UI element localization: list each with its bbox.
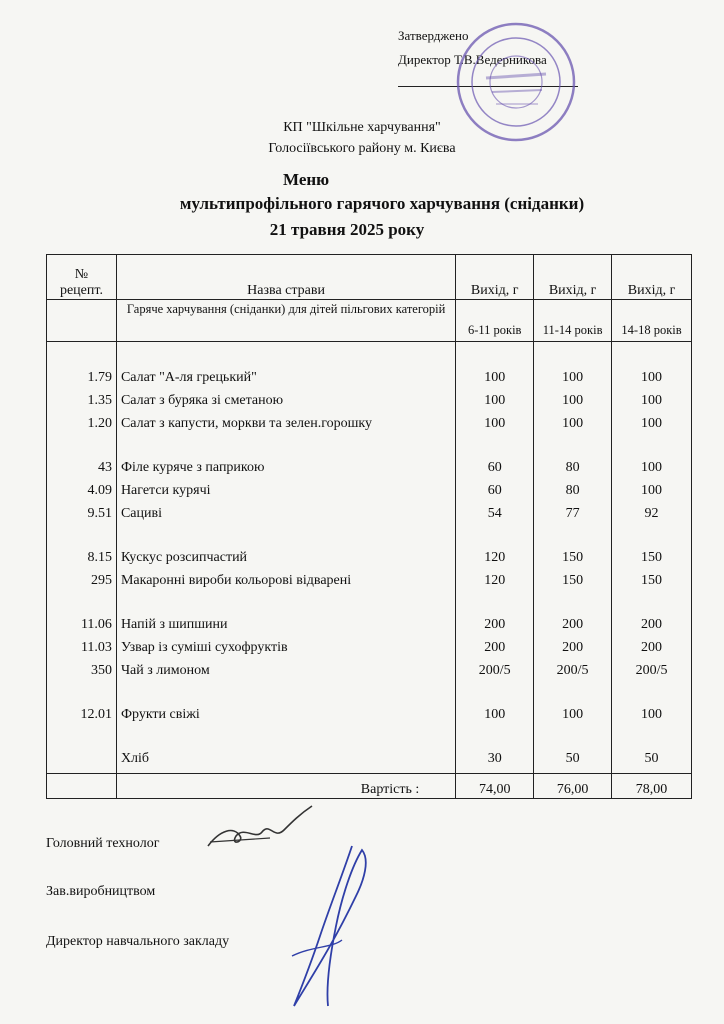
spacer-cell [534,522,612,543]
total-row [47,774,692,799]
table-row [47,386,692,409]
spacer-cell [456,589,534,610]
output-11-14: 50 [534,744,612,767]
output-14-18: 100 [612,363,692,386]
spacer-cell [612,342,692,364]
dish-name: Макаронні вироби кольорові відварені [116,566,455,589]
spacer-cell [456,679,534,700]
output-6-11: 200/5 [456,656,534,679]
spacer-cell [534,589,612,610]
dish-name: Нагетси курячі [116,476,455,499]
output-14-18: 200/5 [612,656,692,679]
output-14-18: 100 [612,453,692,476]
spacer-cell [47,679,117,700]
recipe-number: 43 [47,453,117,476]
dish-name: Філе куряче з паприкою [116,453,455,476]
output-11-14: 80 [534,476,612,499]
output-11-14: 200 [534,633,612,656]
spacer-cell [47,589,117,610]
output-14-18: 100 [612,476,692,499]
table-row [47,633,692,656]
output-6-11: 100 [456,386,534,409]
spacer-cell [612,432,692,453]
recipe-number: 4.09 [47,476,117,499]
output-6-11: 120 [456,566,534,589]
spacer-cell [456,342,534,364]
header-output-3: Вихід, г [612,255,692,300]
spacer-cell [456,522,534,543]
output-6-11: 200 [456,610,534,633]
dish-name: Напій з шипшини [116,610,455,633]
spacer-cell [456,723,534,744]
recipe-number: 12.01 [47,700,117,723]
spacer-row [47,342,692,364]
table-subheader-row [47,300,692,342]
subheader-empty [47,300,117,342]
table-row [47,744,692,767]
table-row [47,409,692,432]
recipe-number: 1.79 [47,363,117,386]
output-14-18: 50 [612,744,692,767]
spacer-cell [612,522,692,543]
output-11-14: 150 [534,543,612,566]
dish-name: Хліб [116,744,455,767]
recipe-number: 8.15 [47,543,117,566]
spacer-cell [116,342,455,364]
spacer-cell [116,679,455,700]
table-row [47,700,692,723]
spacer-cell [534,342,612,364]
spacer-row [47,723,692,744]
table-row [47,656,692,679]
dish-name: Фрукти свіжі [116,700,455,723]
table-row [47,453,692,476]
output-11-14: 100 [534,363,612,386]
output-6-11: 120 [456,543,534,566]
spacer-cell [47,432,117,453]
menu-table [46,254,692,799]
spacer-cell [612,589,692,610]
output-6-11: 100 [456,700,534,723]
output-6-11: 54 [456,499,534,522]
table-row [47,610,692,633]
total-empty [47,774,117,799]
output-14-18: 100 [612,409,692,432]
total-label: Вартість : [116,774,455,799]
age-group-2: 11-14 років [534,300,612,342]
recipe-number [47,744,117,767]
spacer-cell [47,723,117,744]
table-row [47,499,692,522]
menu-subtitle: мультипрофільного гарячого харчування (сніданки) [179,194,585,213]
spacer-cell [456,432,534,453]
chief-technologist-label: Головний технолог [46,836,160,851]
header-output-2: Вихід, г [534,255,612,300]
dish-name: Узвар із суміші сухофруктів [116,633,455,656]
dish-name: Кускус розсипчастий [116,543,455,566]
dish-name: Салат з буряка зі сметаною [116,386,455,409]
output-11-14: 100 [534,700,612,723]
dish-name: Салат "А-ля грецький" [116,363,455,386]
output-6-11: 60 [456,453,534,476]
spacer-cell [116,522,455,543]
table-row [47,543,692,566]
output-11-14: 150 [534,566,612,589]
age-group-3: 14-18 років [612,300,692,342]
spacer-cell [116,589,455,610]
spacer-row [47,679,692,700]
spacer-cell [534,432,612,453]
approval-director: Директор Т.В.Ведерникова [398,52,547,67]
header-recipe: № рецепт. [47,255,117,300]
table-row [47,476,692,499]
age-group-1: 6-11 років [456,300,534,342]
recipe-number: 1.20 [47,409,117,432]
approval-label: Затверджено [398,28,469,43]
spacer-cell [47,522,117,543]
output-14-18: 200 [612,610,692,633]
org-district: Голосіївського району м. Києва [268,141,456,156]
org-name: КП "Шкільне харчування" [283,120,441,135]
total-11-14: 76,00 [534,774,612,799]
spacer-cell [116,432,455,453]
spacer-row [47,589,692,610]
spacer-cell [612,679,692,700]
output-6-11: 200 [456,633,534,656]
total-6-11: 74,00 [456,774,534,799]
recipe-number: 350 [47,656,117,679]
spacer-cell [534,679,612,700]
spacer-cell [534,723,612,744]
section-title: Гаряче харчування (сніданки) для дітей пільгових категорій [116,300,455,342]
output-11-14: 100 [534,386,612,409]
recipe-number: 11.03 [47,633,117,656]
output-14-18: 150 [612,566,692,589]
output-11-14: 200 [534,610,612,633]
dish-name: Сациві [116,499,455,522]
recipe-number: 295 [47,566,117,589]
output-14-18: 100 [612,700,692,723]
output-6-11: 60 [456,476,534,499]
output-14-18: 150 [612,543,692,566]
table-row [47,566,692,589]
menu-title: Меню [283,170,330,189]
table-header-row [47,255,692,300]
spacer-cell [612,723,692,744]
school-director-label: Директор навчального закладу [46,934,230,949]
output-11-14: 100 [534,409,612,432]
total-14-18: 78,00 [612,774,692,799]
output-14-18: 92 [612,499,692,522]
output-14-18: 100 [612,386,692,409]
output-6-11: 100 [456,409,534,432]
spacer-row [47,432,692,453]
production-manager-label: Зав.виробництвом [46,884,156,899]
spacer-cell [116,723,455,744]
dish-name: Салат з капусти, моркви та зелен.горошку [116,409,455,432]
menu-date: 21 травня 2025 року [269,220,425,239]
recipe-number: 1.35 [47,386,117,409]
spacer-row [47,522,692,543]
spacer-cell [47,342,117,364]
output-11-14: 80 [534,453,612,476]
table-row [47,363,692,386]
header-dish-name: Назва страви [116,255,455,300]
output-14-18: 200 [612,633,692,656]
director-signature-icon [272,836,382,1016]
output-6-11: 100 [456,363,534,386]
output-6-11: 30 [456,744,534,767]
output-11-14: 200/5 [534,656,612,679]
recipe-number: 11.06 [47,610,117,633]
output-11-14: 77 [534,499,612,522]
dish-name: Чай з лимоном [116,656,455,679]
header-output-1: Вихід, г [456,255,534,300]
recipe-number: 9.51 [47,499,117,522]
